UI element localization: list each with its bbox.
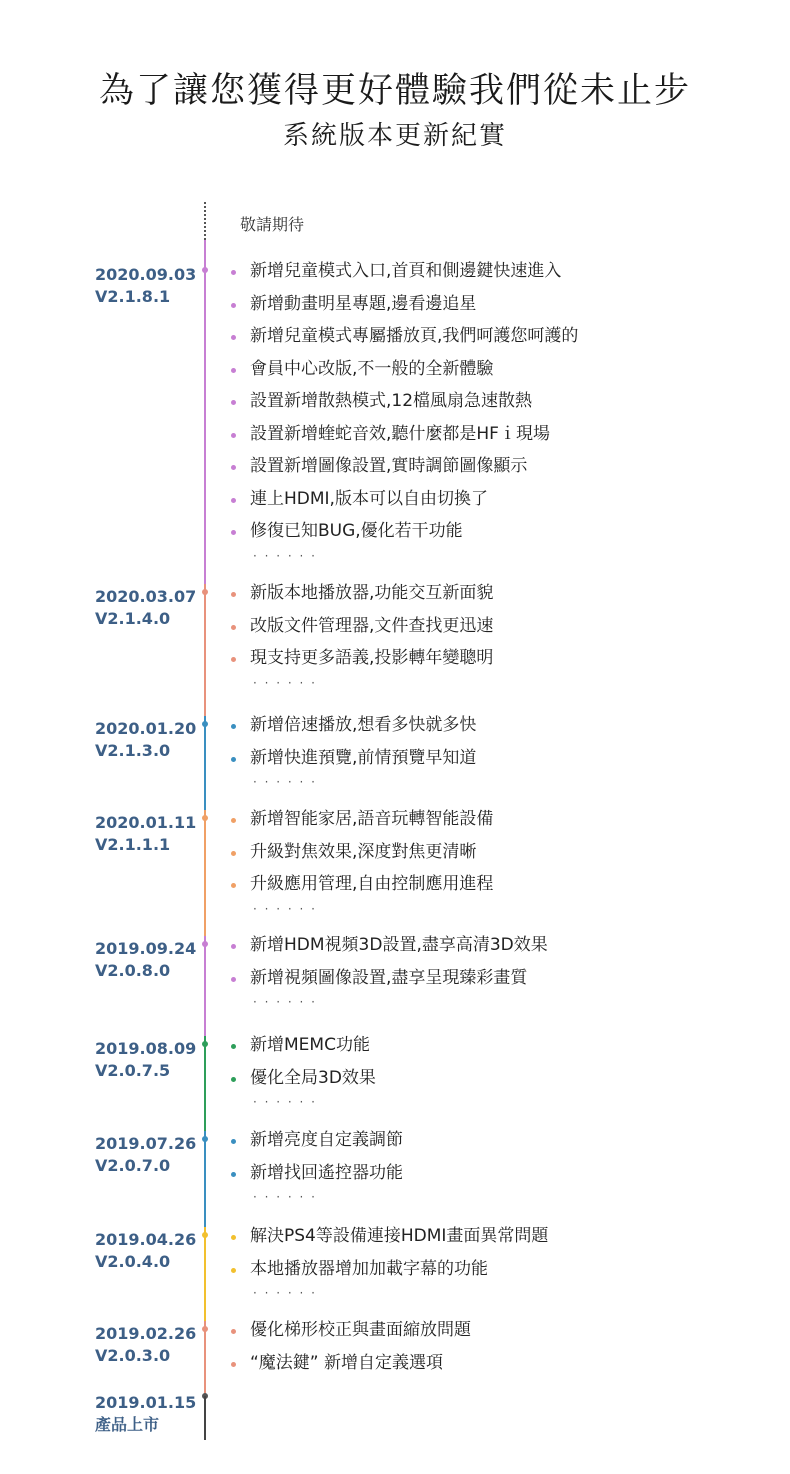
item-bullet <box>231 1172 236 1177</box>
release-note-item: 本地播放器增加加載字幕的功能 <box>250 1258 488 1279</box>
more-ellipsis: · · · · · · <box>253 901 317 916</box>
more-ellipsis: · · · · · · <box>253 995 317 1009</box>
release-note-item: 升級應用管理,自由控制應用進程 <box>250 874 494 894</box>
launch-date: 2019.01.15 <box>95 1393 197 1412</box>
release-date: 2020.03.07 <box>95 587 197 606</box>
item-bullet <box>231 883 236 888</box>
timeline-node <box>202 589 208 595</box>
timeline-node <box>202 815 208 821</box>
timeline-segment <box>204 810 206 936</box>
timeline-node <box>202 1041 208 1047</box>
release-date: 2019.07.26 <box>95 1134 197 1153</box>
release-note-item: 升級對焦效果,深度對焦更清晰 <box>250 841 477 862</box>
more-ellipsis: · · · · · · <box>253 1095 317 1109</box>
release-note-item: 新增兒童模式專屬播放頁,我們呵護您呵護的 <box>250 326 579 346</box>
release-date-block <box>95 938 196 982</box>
release-note-item: 會員中心改版,不一般的全新體驗 <box>250 358 494 379</box>
release-date-block <box>95 812 196 856</box>
timeline-segment <box>204 1131 206 1227</box>
release-date-block <box>95 1133 196 1177</box>
launch-entry <box>95 1392 196 1436</box>
timeline-segment <box>204 1321 206 1396</box>
item-bullet <box>231 368 236 373</box>
item-bullet <box>231 944 236 949</box>
release-date-block <box>95 264 196 308</box>
release-date: 2019.02.26 <box>95 1324 197 1343</box>
release-version: V2.1.1.1 <box>95 835 171 854</box>
release-note-item: 新增智能家居,語音玩轉智能設備 <box>250 809 494 829</box>
timeline-node <box>202 1136 208 1142</box>
release-version: V2.1.8.1 <box>95 287 171 306</box>
release-note-item: “魔法鍵” 新增自定義選項 <box>250 1352 444 1373</box>
release-note-item: 新增倍速播放,想看多快就多快 <box>250 715 477 735</box>
item-bullet <box>231 400 236 405</box>
more-ellipsis: · · · · · · <box>253 548 317 563</box>
item-bullet <box>231 335 236 340</box>
release-note-item: 新增動畫明星專題,邊看邊追星 <box>250 293 477 314</box>
release-note-item: 新增快進預覽,前情預覽早知道 <box>250 747 477 768</box>
release-version: V2.1.3.0 <box>95 741 171 760</box>
timeline-node <box>202 721 208 727</box>
timeline-end-line <box>204 1396 206 1440</box>
item-bullet <box>231 977 236 982</box>
release-date-block <box>95 586 196 630</box>
more-ellipsis: · · · · · · <box>253 1190 317 1204</box>
timeline-segment <box>204 1036 206 1131</box>
item-bullet <box>231 530 236 535</box>
item-bullet <box>231 1077 236 1082</box>
release-note-item: 新增MEMC功能 <box>250 1035 370 1055</box>
item-bullet <box>231 1235 236 1240</box>
release-date-block <box>95 718 196 762</box>
item-bullet <box>231 1362 236 1367</box>
more-ellipsis: · · · · · · <box>253 675 317 690</box>
release-note-item: 現支持更多語義,投影轉年變聰明 <box>250 648 494 668</box>
timeline-node <box>202 1326 208 1332</box>
timeline-segment <box>204 936 206 1036</box>
item-bullet <box>231 498 236 503</box>
release-version: V2.0.3.0 <box>95 1346 171 1365</box>
item-bullet <box>231 270 236 275</box>
item-bullet <box>231 757 236 762</box>
release-date: 2019.08.09 <box>95 1039 197 1058</box>
release-note-item: 新增兒童模式入口,首頁和側邊鍵快速進入 <box>250 261 562 281</box>
item-bullet <box>231 851 236 856</box>
release-note-item: 修復已知BUG,優化若干功能 <box>250 521 463 541</box>
release-date: 2020.01.20 <box>95 719 197 738</box>
release-note-item: 設置新增散熱模式,12檔風扇急速散熱 <box>250 391 533 411</box>
release-note-item: 新增視頻圖像設置,盡享呈現臻彩畫質 <box>250 967 528 988</box>
release-version: V2.1.4.0 <box>95 609 171 628</box>
item-bullet <box>231 1329 236 1334</box>
release-version: V2.0.7.5 <box>95 1061 171 1080</box>
page-title: 為了讓您獲得更好體驗我們從未止步 <box>98 71 691 111</box>
page-subtitle: 系統版本更新紀實 <box>282 121 507 151</box>
release-note-item: 新版本地播放器,功能交互新面貌 <box>250 583 494 603</box>
release-date: 2020.01.11 <box>95 813 197 832</box>
launch-label: 產品上市 <box>95 1415 160 1434</box>
timeline-future-dots <box>204 202 206 240</box>
item-bullet <box>231 818 236 823</box>
timeline-segment <box>204 240 206 584</box>
release-note-item: 新增HDM視頻3D設置,盡享高清3D效果 <box>250 935 548 955</box>
release-note-item: 改版文件管理器,文件查找更迅速 <box>250 615 494 636</box>
release-note-item: 新增亮度自定義調節 <box>250 1130 403 1150</box>
release-note-item: 優化梯形校正與畫面縮放問題 <box>250 1320 471 1340</box>
item-bullet <box>231 303 236 308</box>
item-bullet <box>231 657 236 662</box>
release-note-item: 設置新增圖像設置,實時調節圖像顯示 <box>250 456 528 476</box>
release-date-block <box>95 1038 196 1082</box>
release-note-item: 優化全局3D效果 <box>250 1067 376 1088</box>
timeline-node <box>202 267 208 273</box>
release-note-item: 解決PS4等設備連接HDMI畫面異常問題 <box>250 1226 549 1246</box>
more-ellipsis: · · · · · · <box>253 775 317 789</box>
more-ellipsis: · · · · · · <box>253 1286 317 1300</box>
timeline-segment <box>204 1227 206 1321</box>
release-date: 2020.09.03 <box>95 265 197 284</box>
coming-soon-label: 敬請期待 <box>240 215 305 234</box>
release-version: V2.0.8.0 <box>95 961 171 980</box>
release-date: 2019.09.24 <box>95 939 197 958</box>
release-note-item: 新增找回遙控器功能 <box>250 1162 403 1183</box>
timeline-segment <box>204 716 206 810</box>
item-bullet <box>231 433 236 438</box>
release-date-block <box>95 1229 196 1273</box>
item-bullet <box>231 724 236 729</box>
item-bullet <box>231 1044 236 1049</box>
release-date-block <box>95 1323 196 1367</box>
release-note-item: 連上HDMI,版本可以自由切換了 <box>250 488 488 509</box>
timeline-node <box>202 941 208 947</box>
item-bullet <box>231 625 236 630</box>
item-bullet <box>231 592 236 597</box>
item-bullet <box>231 465 236 470</box>
release-note-item: 設置新增蝰蛇音效,聽什麼都是HFｉ現場 <box>250 423 550 444</box>
release-version: V2.0.4.0 <box>95 1252 171 1271</box>
item-bullet <box>231 1139 236 1144</box>
item-bullet <box>231 1268 236 1273</box>
timeline-node <box>202 1232 208 1238</box>
release-date: 2019.04.26 <box>95 1230 197 1249</box>
release-version: V2.0.7.0 <box>95 1156 171 1175</box>
timeline-segment <box>204 584 206 716</box>
